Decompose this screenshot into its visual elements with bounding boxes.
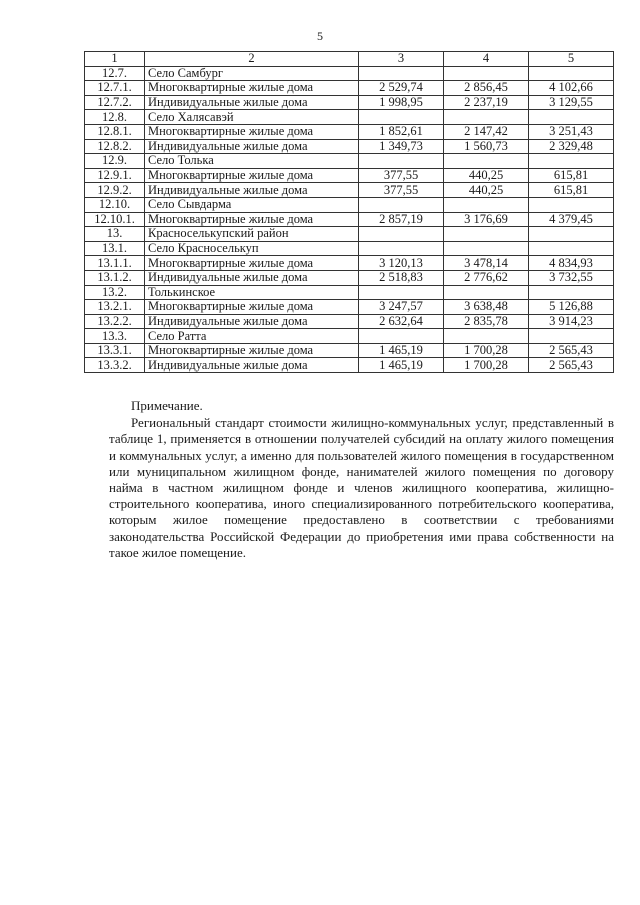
header-cell: 3 bbox=[359, 52, 444, 67]
value-col5-cell: 3 129,55 bbox=[529, 95, 614, 110]
value-col3-cell: 3 247,57 bbox=[359, 300, 444, 315]
table-row bbox=[85, 314, 614, 329]
row-code-cell: 13.1.2. bbox=[85, 270, 145, 285]
table-row bbox=[85, 241, 614, 256]
value-col4-cell: 2 237,19 bbox=[444, 95, 529, 110]
value-col5-cell: 3 914,23 bbox=[529, 314, 614, 329]
value-col3-cell: 1 465,19 bbox=[359, 358, 444, 373]
row-name-cell: Село Толька bbox=[145, 154, 359, 169]
table-row bbox=[85, 197, 614, 212]
table-row bbox=[85, 227, 614, 242]
value-col5-cell: 5 126,88 bbox=[529, 300, 614, 315]
value-col4-cell bbox=[444, 329, 529, 344]
row-code-cell: 12.7. bbox=[85, 66, 145, 81]
value-col4-cell bbox=[444, 241, 529, 256]
row-code-cell: 13. bbox=[85, 227, 145, 242]
row-name-cell: Индивидуальные жилые дома bbox=[145, 270, 359, 285]
value-col3-cell bbox=[359, 154, 444, 169]
value-col4-cell: 3 176,69 bbox=[444, 212, 529, 227]
value-col4-cell bbox=[444, 66, 529, 81]
value-col3-cell bbox=[359, 197, 444, 212]
value-col4-cell: 3 638,48 bbox=[444, 300, 529, 315]
table-row bbox=[85, 300, 614, 315]
row-code-cell: 13.2.2. bbox=[85, 314, 145, 329]
value-col5-cell bbox=[529, 197, 614, 212]
row-code-cell: 12.7.2. bbox=[85, 95, 145, 110]
value-col4-cell bbox=[444, 154, 529, 169]
housing-cost-table bbox=[84, 51, 614, 373]
value-col3-cell: 1 349,73 bbox=[359, 139, 444, 154]
value-col5-cell bbox=[529, 110, 614, 125]
value-col4-cell bbox=[444, 227, 529, 242]
value-col4-cell: 440,25 bbox=[444, 168, 529, 183]
row-code-cell: 13.1. bbox=[85, 241, 145, 256]
row-name-cell: Многоквартирные жилые дома bbox=[145, 124, 359, 139]
table-row bbox=[85, 168, 614, 183]
value-col4-cell bbox=[444, 285, 529, 300]
value-col5-cell: 3 251,43 bbox=[529, 124, 614, 139]
value-col5-cell bbox=[529, 154, 614, 169]
table-row bbox=[85, 154, 614, 169]
value-col3-cell bbox=[359, 66, 444, 81]
row-name-cell: Многоквартирные жилые дома bbox=[145, 212, 359, 227]
note-text: Региональный стандарт стоимости жилищно-коммунальных услуг, представленный в таблице 1, применяется в отношении получателей субсидий на оплату жилого помещения и коммунальных услуг, а именно для пользователей жилого помещения в государственном или муниципальном жилищном фонде, нанимателей жилого помещения по договору найма в частном жилищном фонде и членов жилищного кооператива, жилищно-строительного кооператива, иного специализированного потребительского кооператива, которым жилое помещение предоставлено в соответствии с требованиями законодательства Российской Федерации до приобретения ими права собственности на такое жилое помещение. bbox=[109, 415, 614, 560]
row-name-cell: Красноселькупский район bbox=[145, 227, 359, 242]
value-col4-cell: 1 700,28 bbox=[444, 343, 529, 358]
row-name-cell: Индивидуальные жилые дома bbox=[145, 358, 359, 373]
table-row bbox=[85, 343, 614, 358]
row-name-cell: Многоквартирные жилые дома bbox=[145, 343, 359, 358]
value-col5-cell bbox=[529, 285, 614, 300]
value-col4-cell: 3 478,14 bbox=[444, 256, 529, 271]
row-name-cell: Село Ратта bbox=[145, 329, 359, 344]
value-col5-cell: 4 834,93 bbox=[529, 256, 614, 271]
row-name-cell: Многоквартирные жилые дома bbox=[145, 300, 359, 315]
value-col4-cell: 1 700,28 bbox=[444, 358, 529, 373]
row-name-cell: Многоквартирные жилые дома bbox=[145, 168, 359, 183]
row-code-cell: 13.3.1. bbox=[85, 343, 145, 358]
header-cell: 4 bbox=[444, 52, 529, 67]
value-col3-cell bbox=[359, 227, 444, 242]
value-col3-cell: 3 120,13 bbox=[359, 256, 444, 271]
value-col4-cell: 440,25 bbox=[444, 183, 529, 198]
value-col4-cell: 2 147,42 bbox=[444, 124, 529, 139]
row-name-cell: Село Самбург bbox=[145, 66, 359, 81]
table-row bbox=[85, 270, 614, 285]
row-code-cell: 13.2.1. bbox=[85, 300, 145, 315]
table-row bbox=[85, 212, 614, 227]
row-code-cell: 13.3. bbox=[85, 329, 145, 344]
row-name-cell: Многоквартирные жилые дома bbox=[145, 81, 359, 96]
value-col4-cell: 2 856,45 bbox=[444, 81, 529, 96]
header-cell: 2 bbox=[145, 52, 359, 67]
table-row bbox=[85, 124, 614, 139]
value-col5-cell: 2 565,43 bbox=[529, 343, 614, 358]
value-col3-cell bbox=[359, 241, 444, 256]
row-code-cell: 12.8.2. bbox=[85, 139, 145, 154]
value-col4-cell: 2 776,62 bbox=[444, 270, 529, 285]
table-row bbox=[85, 95, 614, 110]
row-name-cell: Толькинское bbox=[145, 285, 359, 300]
row-name-cell: Индивидуальные жилые дома bbox=[145, 95, 359, 110]
header-cell: 1 bbox=[85, 52, 145, 67]
table-row bbox=[85, 183, 614, 198]
value-col4-cell bbox=[444, 197, 529, 212]
row-name-cell: Индивидуальные жилые дома bbox=[145, 139, 359, 154]
value-col3-cell bbox=[359, 285, 444, 300]
value-col3-cell: 2 632,64 bbox=[359, 314, 444, 329]
value-col5-cell bbox=[529, 66, 614, 81]
value-col5-cell: 4 379,45 bbox=[529, 212, 614, 227]
row-code-cell: 12.9.1. bbox=[85, 168, 145, 183]
value-col4-cell: 2 835,78 bbox=[444, 314, 529, 329]
value-col5-cell bbox=[529, 227, 614, 242]
row-name-cell: Многоквартирные жилые дома bbox=[145, 256, 359, 271]
value-col4-cell bbox=[444, 110, 529, 125]
value-col3-cell: 377,55 bbox=[359, 183, 444, 198]
row-name-cell: Село Сывдарма bbox=[145, 197, 359, 212]
row-code-cell: 12.9. bbox=[85, 154, 145, 169]
row-code-cell: 12.9.2. bbox=[85, 183, 145, 198]
row-code-cell: 13.3.2. bbox=[85, 358, 145, 373]
value-col3-cell bbox=[359, 110, 444, 125]
table-row bbox=[85, 81, 614, 96]
value-col3-cell: 2 518,83 bbox=[359, 270, 444, 285]
row-code-cell: 12.10. bbox=[85, 197, 145, 212]
row-code-cell: 13.2. bbox=[85, 285, 145, 300]
table-row bbox=[85, 110, 614, 125]
value-col5-cell bbox=[529, 329, 614, 344]
value-col3-cell: 1 852,61 bbox=[359, 124, 444, 139]
row-code-cell: 12.8.1. bbox=[85, 124, 145, 139]
page-number: 5 bbox=[317, 29, 323, 43]
table-row bbox=[85, 256, 614, 271]
row-code-cell: 13.1.1. bbox=[85, 256, 145, 271]
value-col3-cell bbox=[359, 329, 444, 344]
header-cell: 5 bbox=[529, 52, 614, 67]
table-body bbox=[85, 52, 614, 373]
table-header-row bbox=[85, 52, 614, 67]
value-col5-cell: 615,81 bbox=[529, 183, 614, 198]
row-name-cell: Индивидуальные жилые дома bbox=[145, 314, 359, 329]
value-col5-cell bbox=[529, 241, 614, 256]
row-code-cell: 12.10.1. bbox=[85, 212, 145, 227]
row-code-cell: 12.8. bbox=[85, 110, 145, 125]
table-row bbox=[85, 285, 614, 300]
table-row bbox=[85, 139, 614, 154]
value-col5-cell: 3 732,55 bbox=[529, 270, 614, 285]
value-col4-cell: 1 560,73 bbox=[444, 139, 529, 154]
table-row bbox=[85, 329, 614, 344]
note-section bbox=[109, 398, 614, 561]
row-name-cell: Село Красноселькуп bbox=[145, 241, 359, 256]
row-code-cell: 12.7.1. bbox=[85, 81, 145, 96]
value-col3-cell: 1 998,95 bbox=[359, 95, 444, 110]
table-row bbox=[85, 358, 614, 373]
value-col5-cell: 2 329,48 bbox=[529, 139, 614, 154]
note-title: Примечание. bbox=[131, 398, 203, 413]
value-col3-cell: 1 465,19 bbox=[359, 343, 444, 358]
value-col5-cell: 615,81 bbox=[529, 168, 614, 183]
value-col3-cell: 2 529,74 bbox=[359, 81, 444, 96]
value-col5-cell: 4 102,66 bbox=[529, 81, 614, 96]
value-col3-cell: 377,55 bbox=[359, 168, 444, 183]
row-name-cell: Село Халясавэй bbox=[145, 110, 359, 125]
row-name-cell: Индивидуальные жилые дома bbox=[145, 183, 359, 198]
value-col3-cell: 2 857,19 bbox=[359, 212, 444, 227]
table-row bbox=[85, 66, 614, 81]
value-col5-cell: 2 565,43 bbox=[529, 358, 614, 373]
